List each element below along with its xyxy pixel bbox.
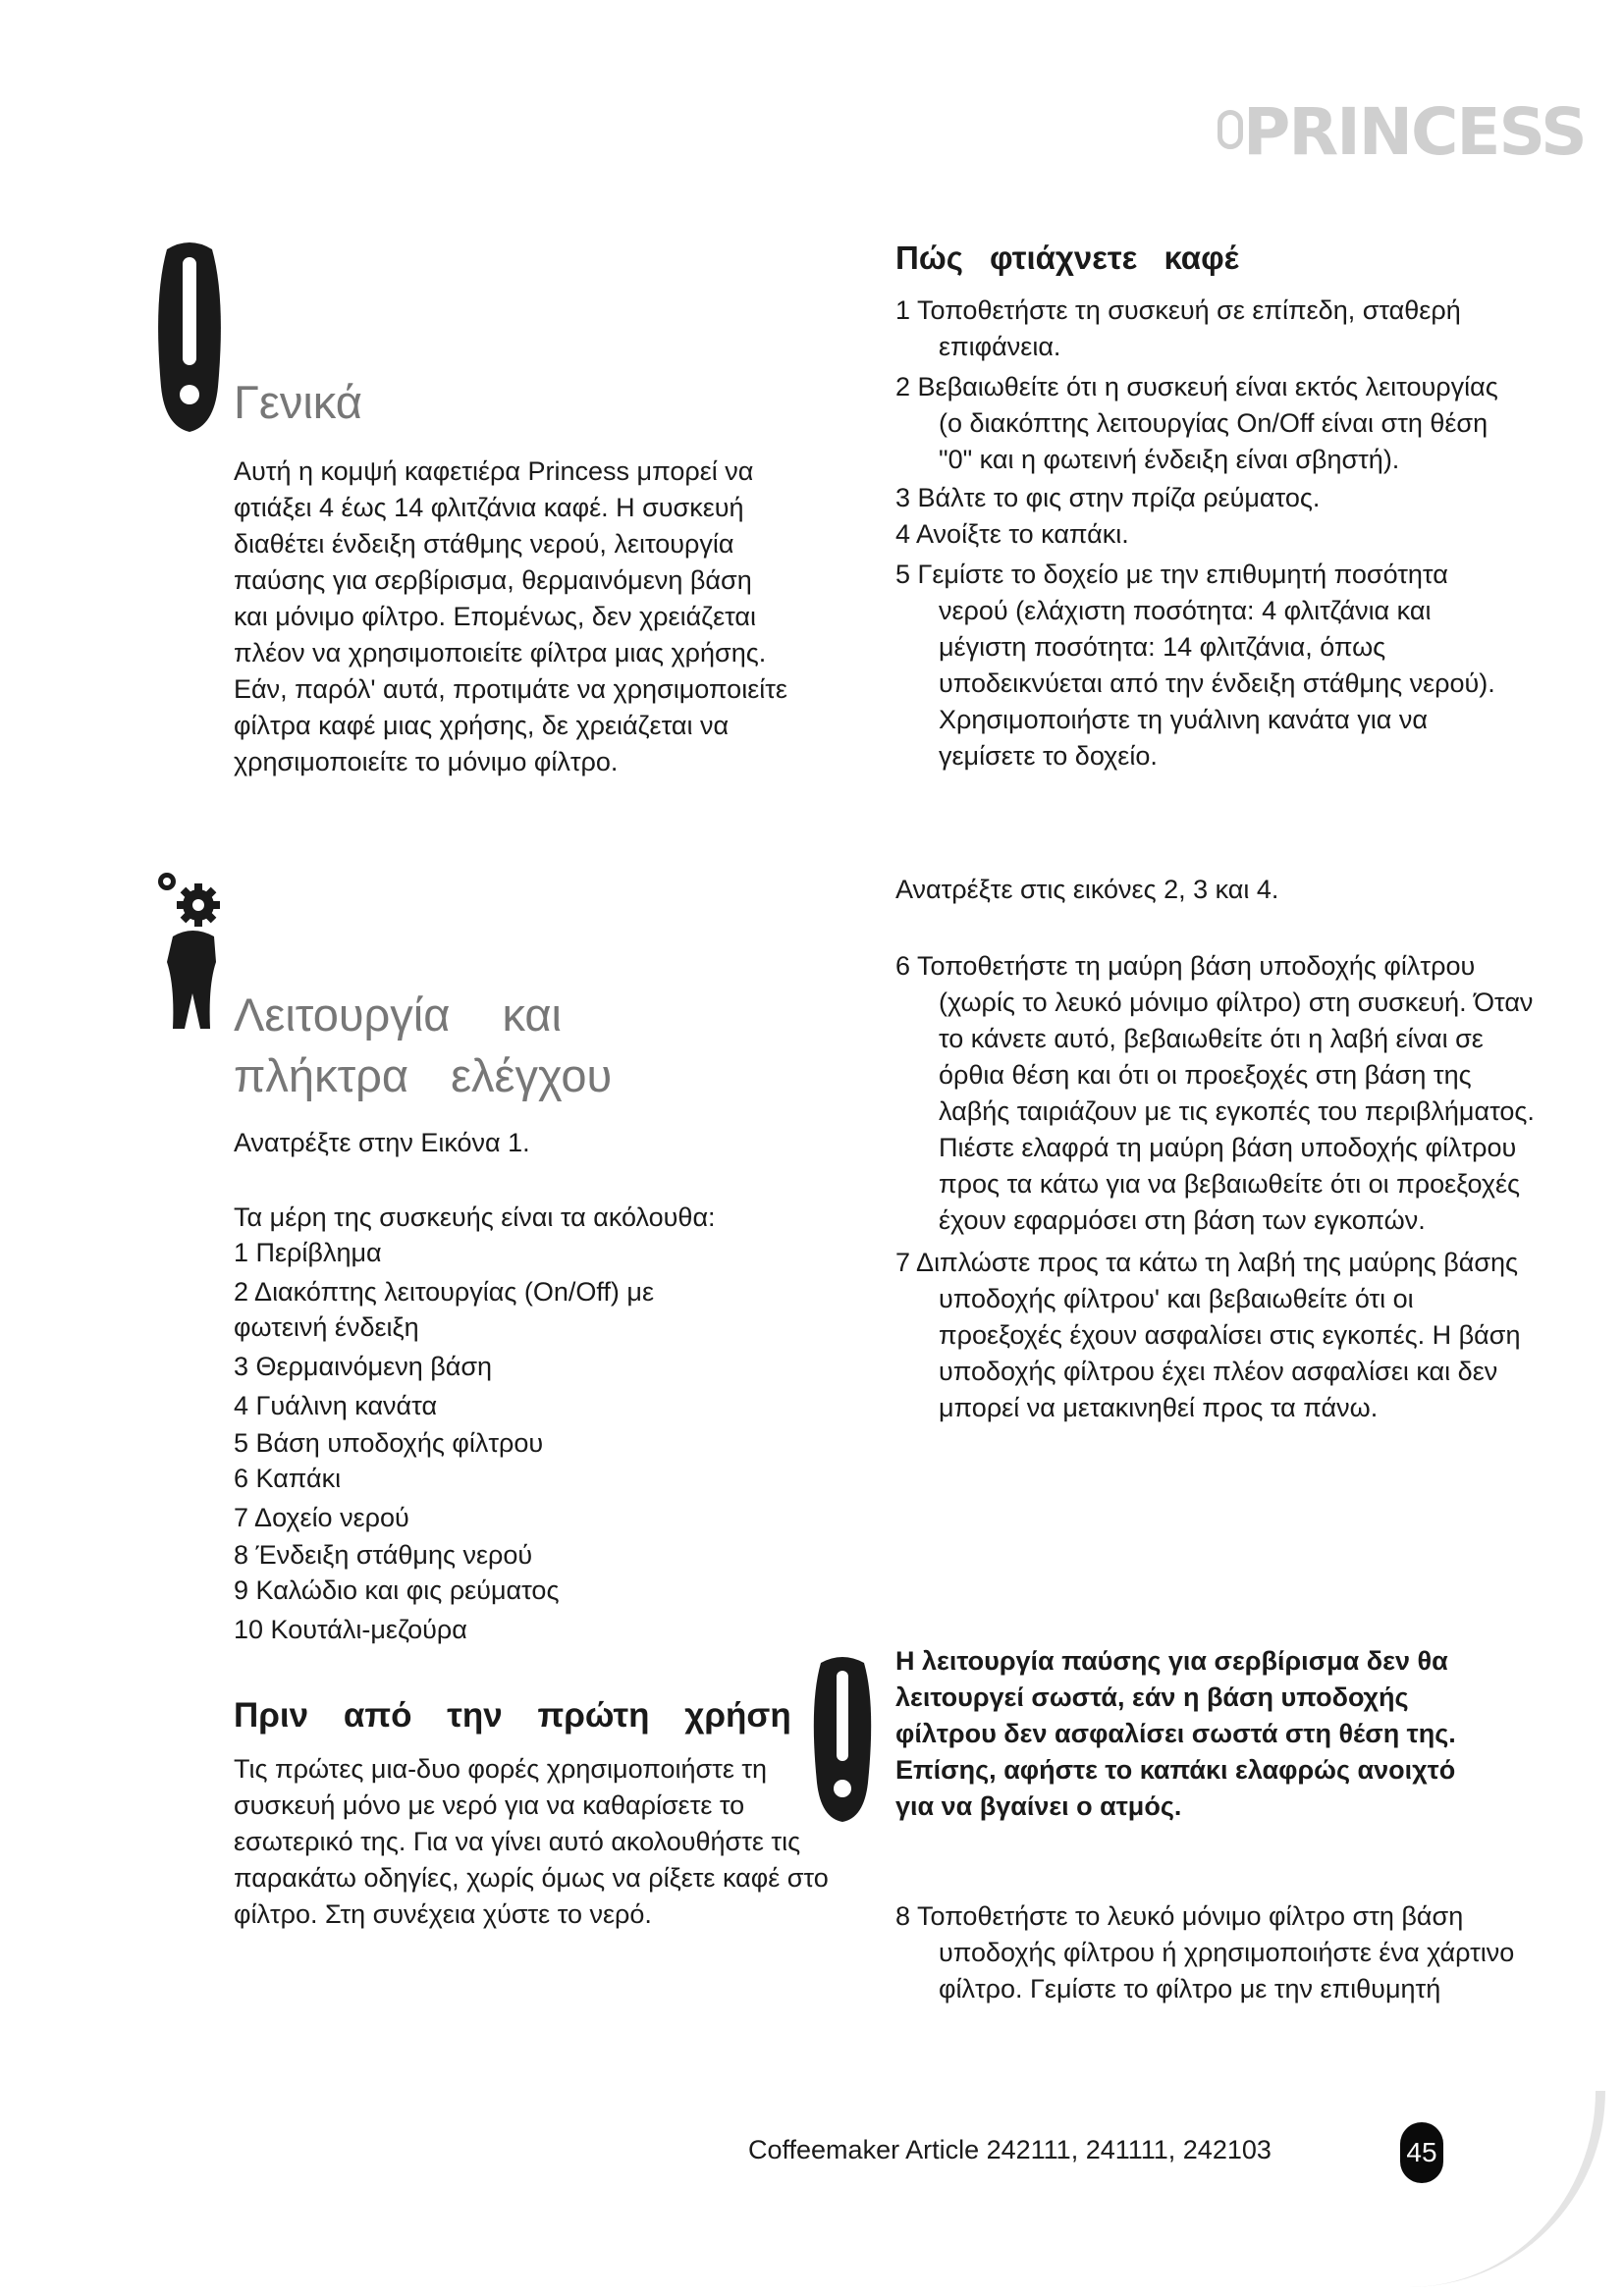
- before-first-use-text: Τις πρώτες μια-δυο φορές χρησιμοποιήστε τη συσκευή μόνο με νερό για να καθαρίσετε το εσωτερικό της. Για να γίνει αυτό ακολουθήστε τις παρακάτω οδηγίες, χωρίς όμως να ρίξετε καφέ στο φίλτρο. Στη συνέχεια χύστε το νερό.: [234, 1754, 829, 1929]
- pause-function-warning: Η λειτουργία παύσης για σερβίρισμα δεν θα λειτουργεί σωστά, εάν η βάση υποδοχής φίλτρου δεν ασφαλίσει σωστά στη θέση της. Επίσης, αφήστε το καπάκι ελαφρώς ανοιχτό για να βγαίνει ο ατμός.: [895, 1646, 1456, 1821]
- general-title: Γενικά: [234, 376, 362, 428]
- exclamation-warning-icon: [803, 1655, 882, 1824]
- list-item: 8 Ένδειξη στάθμης νερού: [234, 1540, 533, 1570]
- brand-logo-mark: [1218, 110, 1243, 149]
- page-corner-decoration: [1370, 2091, 1605, 2287]
- list-item: 1 Περίβλημα: [234, 1238, 382, 1267]
- list-item: 9 Καλώδιο και φις ρεύματος: [234, 1575, 560, 1605]
- before-first-use-title: Πριν από την πρώτη χρήση: [234, 1696, 791, 1735]
- see-figure-1: Ανατρέξτε στην Εικόνα 1.: [234, 1128, 530, 1157]
- list-item: 2 Διακόπτης λειτουργίας (On/Off) με φωτεινή ένδειξη: [234, 1277, 654, 1342]
- list-item: 7 Διπλώστε προς τα κάτω τη λαβή της μαύρης βάσης υποδοχής φίλτρου' και βεβαιωθείτε ότι οι προεξοχές έχουν ασφαλίσει στις εγκοπές. Η βάση υποδοχής φίλτρου έχει πλέον ασφαλίσει και δεν μπορεί να μετακινηθεί προς τα πάνω.: [895, 1248, 1521, 1422]
- list-item: 1 Τοποθετήστε τη συσκευή σε επίπεδη, σταθερή επιφάνεια.: [895, 295, 1461, 361]
- general-paragraph: Αυτή η κομψή καφετιέρα Princess μπορεί να φτιάξει 4 έως 14 φλιτζάνια καφέ. Η συσκευή διαθέτει ένδειξη στάθμης νερού, λειτουργία παύσης για σερβίρισμα, θερμαινόμενη βάση και μόνιμο φίλτρο. Επομένως, δεν χρειάζεται πλέον να χρησιμοποιείτε φίλτρα μιας χρήσης. Εάν, παρόλ' αυτά, προτιμάτε να χρησιμοποιείτε φίλτρα καφέ μιας χρήσης, δε χρειάζεται να χρησιμοποιείτε το μόνιμο φίλτρο.: [234, 456, 787, 776]
- step-8: 8 Τοποθετήστε το λευκό μόνιμο φίλτρο στη βάση υποδοχής φίλτρου ή χρησιμοποιήστε ένα χάρτινο φίλτρο. Γεμίστε το φίλτρο με την επιθυμητή: [895, 1901, 1515, 2003]
- footer-article: Coffeemaker Article 242111, 241111, 242103: [748, 2135, 1272, 2164]
- see-figures-2-3-4: Ανατρέξτε στις εικόνες 2, 3 και 4.: [895, 875, 1279, 904]
- list-item: 6 Τοποθετήστε τη μαύρη βάση υποδοχής φίλτρου (χωρίς το λευκό μόνιμο φίλτρο) στη συσκευή. Όταν το κάνετε αυτό, βεβαιωθείτε ότι η λαβή είναι σε όρθια θέση και ότι οι προεξοχές στη βάση της λαβής ταιριάζουν με τις εγκοπές του περιβλήματος. Πιέστε ελαφρά τη μαύρη βάση υποδοχής φίλτρου προς τα κάτω για να βεβαιωθείτε ότι οι προεξοχές έχουν εφαρμόσει στη βάση των εγκοπών.: [895, 951, 1535, 1235]
- parts-list: [234, 1235, 744, 1647]
- list-item: 3 Βάλτε το φις στην πρίζα ρεύματος.: [895, 483, 1321, 512]
- parts-intro: Τα μέρη της συσκευής είναι τα ακόλουθα:: [234, 1202, 716, 1232]
- list-item: 3 Θερμαινόμενη βάση: [234, 1352, 493, 1381]
- person-gear-icon: [153, 868, 232, 1035]
- list-item: 10 Κουτάλι-μεζούρα: [234, 1615, 467, 1644]
- brand-logo: PRINCESS: [1243, 94, 1586, 170]
- steps-list-a: [895, 293, 1524, 774]
- list-item: 7 Δοχείο νερού: [234, 1503, 409, 1532]
- exclamation-warning-icon: [145, 240, 234, 436]
- how-to-make-coffee-title: Πώς φτιάχνετε καφέ: [895, 240, 1239, 276]
- page-number: 45: [1400, 2122, 1443, 2183]
- list-item: 5 Βάση υποδοχής φίλτρου: [234, 1428, 544, 1458]
- list-item: 4 Γυάλινη κανάτα: [234, 1391, 438, 1420]
- list-item: 4 Ανοίξτε το καπάκι.: [895, 519, 1129, 549]
- list-item: 5 Γεμίστε το δοχείο με την επιθυμητή ποσότητα νερού (ελάχιστη ποσότητα: 4 φλιτζάνια και μέγιστη ποσότητα: 14 φλιτζάνια, όπως υποδεικνύεται από την ένδειξη στάθμης νερού). Χρησιμοποιήστε τη γυάλινη κανάτα για να γεμίσετε το δοχείο.: [895, 560, 1495, 771]
- list-item: 6 Καπάκι: [234, 1464, 342, 1493]
- steps-list-b: [895, 948, 1543, 1426]
- list-item: 2 Βεβαιωθείτε ότι η συσκευή είναι εκτός λειτουργίας (ο διακόπτης λειτουργίας On/Off είναι στη θέση "0" και η φωτεινή ένδειξη είναι σβηστή).: [895, 372, 1498, 474]
- controls-title-line1: Λειτουργία και: [234, 988, 562, 1041]
- controls-title-line2: πλήκτρα ελέγχου: [234, 1049, 613, 1101]
